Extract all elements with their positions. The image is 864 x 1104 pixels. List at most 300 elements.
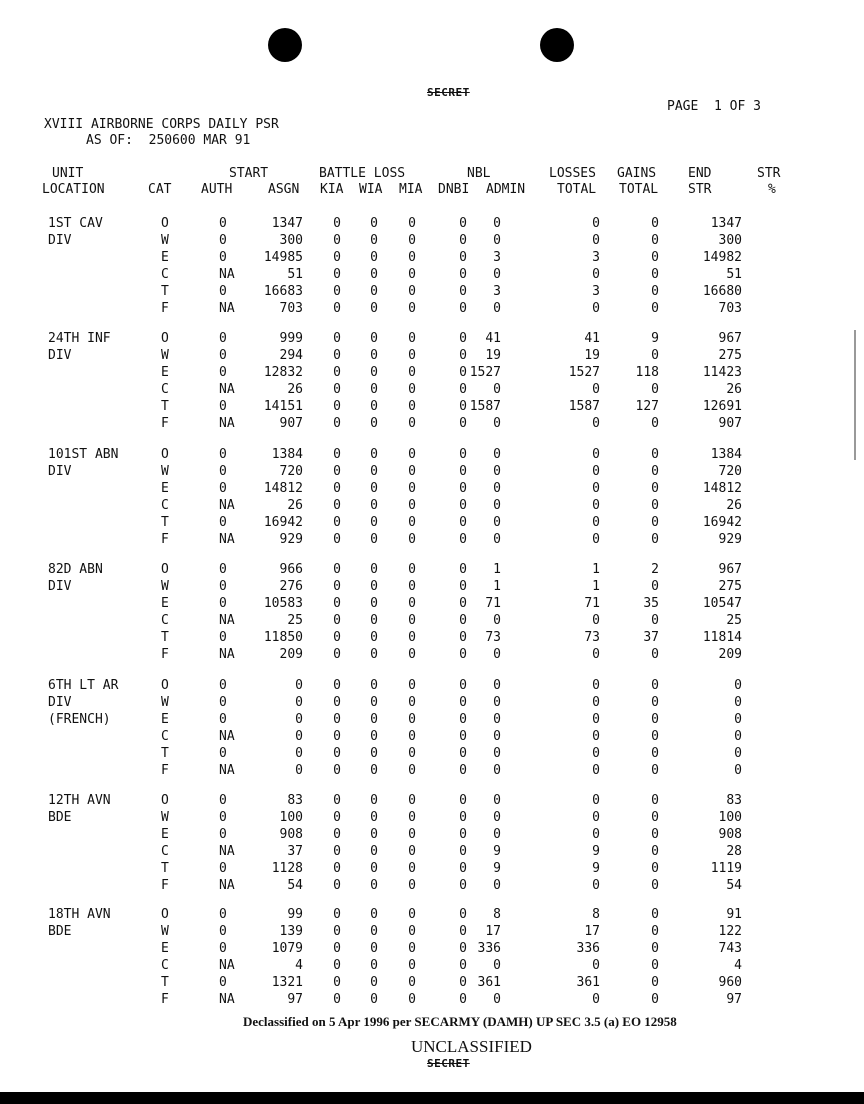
cell-admin: 361 [477,975,501,990]
cell-admin: 0 [493,267,501,282]
cell-losses-total: 0 [592,793,600,808]
cell-kia: 0 [333,975,341,990]
cell-wia: 0 [370,975,378,990]
cell-cat: T [161,284,169,299]
cell-cat: W [161,924,169,939]
cell-cat: T [161,861,169,876]
cell-admin: 0 [493,763,501,778]
cell-wia: 0 [370,562,378,577]
cell-losses-total: 0 [592,481,600,496]
cell-losses-total: 336 [576,941,600,956]
cell-dnbi: 0 [459,301,467,316]
cell-asgn: 25 [287,613,303,628]
cell-end-str: 1119 [710,861,742,876]
cell-end-str: 11423 [702,365,742,380]
cell-kia: 0 [333,695,341,710]
cell-gains-total: 0 [651,678,659,693]
cell-kia: 0 [333,267,341,282]
cell-dnbi: 0 [459,924,467,939]
cell-mia: 0 [408,810,416,825]
cell-admin: 9 [493,861,501,876]
unit-name-line: DIV [48,348,72,363]
cell-mia: 0 [408,399,416,414]
cell-end-str: 907 [718,416,742,431]
cell-cat: W [161,695,169,710]
cell-mia: 0 [408,365,416,380]
cell-admin: 0 [493,992,501,1007]
cell-losses-total: 19 [584,348,600,363]
cell-end-str: 14982 [702,250,742,265]
header-losses: LOSSES [549,166,596,181]
cell-gains-total: 0 [651,941,659,956]
cell-dnbi: 0 [459,992,467,1007]
cell-wia: 0 [370,810,378,825]
cell-dnbi: 0 [459,729,467,744]
cell-losses-total: 0 [592,382,600,397]
cell-cat: F [161,992,169,1007]
cell-dnbi: 0 [459,416,467,431]
cell-dnbi: 0 [459,267,467,282]
cell-mia: 0 [408,861,416,876]
cell-cat: O [161,793,169,808]
cell-auth: NA [219,878,235,893]
cell-mia: 0 [408,216,416,231]
cell-dnbi: 0 [459,515,467,530]
cell-kia: 0 [333,763,341,778]
cell-wia: 0 [370,532,378,547]
cell-gains-total: 0 [651,532,659,547]
header-wia: WIA [359,182,383,197]
cell-losses-total: 1587 [568,399,600,414]
cell-auth: NA [219,382,235,397]
cell-dnbi: 0 [459,695,467,710]
cell-gains-total: 0 [651,464,659,479]
cell-end-str: 12691 [702,399,742,414]
cell-wia: 0 [370,579,378,594]
cell-gains-total: 0 [651,382,659,397]
header-admin: ADMIN [486,182,526,197]
cell-kia: 0 [333,233,341,248]
cell-losses-total: 0 [592,827,600,842]
cell-dnbi: 0 [459,331,467,346]
cell-admin: 0 [493,678,501,693]
cell-kia: 0 [333,382,341,397]
cell-asgn: 26 [287,382,303,397]
cell-losses-total: 0 [592,992,600,1007]
cell-auth: 0 [219,515,227,530]
cell-mia: 0 [408,382,416,397]
cell-wia: 0 [370,596,378,611]
cell-dnbi: 0 [459,763,467,778]
unit-name-line: DIV [48,464,72,479]
cell-auth: NA [219,844,235,859]
cell-end-str: 275 [718,579,742,594]
cell-dnbi: 0 [459,382,467,397]
cell-gains-total: 0 [651,827,659,842]
cell-mia: 0 [408,250,416,265]
cell-cat: E [161,481,169,496]
cell-asgn: 37 [287,844,303,859]
classification-bottom: UNCLASSIFIED [411,1037,532,1056]
cell-wia: 0 [370,216,378,231]
cell-mia: 0 [408,331,416,346]
cell-auth: 0 [219,562,227,577]
cell-asgn: 294 [279,348,303,363]
cell-auth: 0 [219,481,227,496]
unit-name-line: DIV [48,695,72,710]
cell-cat: F [161,532,169,547]
cell-dnbi: 0 [459,678,467,693]
unit-name-line: 24TH INF [48,331,111,346]
cell-admin: 0 [493,958,501,973]
cell-losses-total: 0 [592,746,600,761]
cell-dnbi: 0 [459,498,467,513]
cell-losses-total: 3 [592,250,600,265]
cell-kia: 0 [333,844,341,859]
cell-mia: 0 [408,729,416,744]
cell-end-str: 14812 [702,481,742,496]
cell-asgn: 139 [279,924,303,939]
cell-auth: 0 [219,975,227,990]
cell-kia: 0 [333,399,341,414]
cell-admin: 0 [493,695,501,710]
declassification-note: Declassified on 5 Apr 1996 per SECARMY (DAMH) UP SEC 3.5 (a) EO 12958 [243,1014,677,1029]
cell-auth: 0 [219,579,227,594]
cell-kia: 0 [333,992,341,1007]
cell-admin: 0 [493,382,501,397]
cell-cat: F [161,647,169,662]
cell-cat: C [161,844,169,859]
cell-admin: 0 [493,746,501,761]
cell-mia: 0 [408,630,416,645]
cell-wia: 0 [370,399,378,414]
cell-auth: NA [219,763,235,778]
cell-asgn: 0 [295,729,303,744]
cell-end-str: 275 [718,348,742,363]
header-auth: AUTH [201,182,233,197]
cell-end-str: 209 [718,647,742,662]
cell-auth: NA [219,498,235,513]
cell-losses-total: 0 [592,498,600,513]
cell-cat: T [161,746,169,761]
cell-asgn: 100 [279,810,303,825]
cell-admin: 0 [493,613,501,628]
cell-kia: 0 [333,481,341,496]
cell-kia: 0 [333,250,341,265]
cell-gains-total: 0 [651,250,659,265]
cell-end-str: 0 [734,712,742,727]
cell-mia: 0 [408,267,416,282]
cell-auth: 0 [219,827,227,842]
unit-name-line: 6TH LT AR [48,678,119,693]
report-title: XVIII AIRBORNE CORPS DAILY PSR [44,117,279,132]
cell-losses-total: 0 [592,695,600,710]
cell-gains-total: 0 [651,746,659,761]
cell-kia: 0 [333,712,341,727]
cell-auth: NA [219,301,235,316]
cell-losses-total: 9 [592,844,600,859]
cell-wia: 0 [370,924,378,939]
cell-asgn: 14151 [263,399,303,414]
cell-losses-total: 71 [584,596,600,611]
header-losses-total: TOTAL [557,182,597,197]
cell-cat: F [161,301,169,316]
cell-cat: O [161,331,169,346]
cell-auth: 0 [219,712,227,727]
cell-wia: 0 [370,481,378,496]
cell-wia: 0 [370,348,378,363]
cell-end-str: 720 [718,464,742,479]
cell-admin: 71 [485,596,501,611]
cell-losses-total: 361 [576,975,600,990]
cell-kia: 0 [333,924,341,939]
cell-losses-total: 0 [592,216,600,231]
cell-admin: 8 [493,907,501,922]
cell-cat: E [161,827,169,842]
header-unit: UNIT [52,166,84,181]
cell-end-str: 0 [734,729,742,744]
cell-wia: 0 [370,695,378,710]
cell-admin: 0 [493,416,501,431]
cell-end-str: 91 [726,907,742,922]
cell-mia: 0 [408,532,416,547]
cell-auth: 0 [219,924,227,939]
cell-gains-total: 0 [651,907,659,922]
cell-mia: 0 [408,878,416,893]
cell-gains-total: 0 [651,861,659,876]
cell-losses-total: 0 [592,301,600,316]
cell-cat: W [161,464,169,479]
cell-gains-total: 0 [651,924,659,939]
cell-end-str: 0 [734,695,742,710]
unit-name-line: DIV [48,579,72,594]
cell-cat: E [161,365,169,380]
cell-end-str: 83 [726,793,742,808]
unit-name-line: DIV [48,233,72,248]
cell-gains-total: 0 [651,958,659,973]
cell-losses-total: 41 [584,331,600,346]
cell-kia: 0 [333,941,341,956]
cell-wia: 0 [370,907,378,922]
cell-losses-total: 8 [592,907,600,922]
cell-admin: 0 [493,810,501,825]
cell-gains-total: 0 [651,810,659,825]
cell-asgn: 26 [287,498,303,513]
cell-cat: F [161,878,169,893]
cell-wia: 0 [370,301,378,316]
cell-wia: 0 [370,746,378,761]
cell-wia: 0 [370,284,378,299]
cell-losses-total: 73 [584,630,600,645]
cell-wia: 0 [370,250,378,265]
cell-asgn: 0 [295,712,303,727]
cell-wia: 0 [370,793,378,808]
cell-dnbi: 0 [459,647,467,662]
cell-wia: 0 [370,447,378,462]
header-nbl: NBL [467,166,491,181]
cell-mia: 0 [408,907,416,922]
header-dnbi: DNBI [438,182,470,197]
cell-wia: 0 [370,267,378,282]
cell-admin: 9 [493,844,501,859]
cell-dnbi: 0 [459,793,467,808]
cell-asgn: 0 [295,678,303,693]
cell-dnbi: 0 [459,532,467,547]
cell-mia: 0 [408,695,416,710]
cell-auth: 0 [219,810,227,825]
cell-cat: O [161,678,169,693]
header-end-str: STR [688,182,712,197]
cell-asgn: 16942 [263,515,303,530]
cell-cat: W [161,233,169,248]
cell-cat: E [161,941,169,956]
cell-wia: 0 [370,647,378,662]
cell-admin: 3 [493,250,501,265]
cell-admin: 17 [485,924,501,939]
cell-admin: 0 [493,301,501,316]
header-start: START [229,166,269,181]
cell-admin: 0 [493,464,501,479]
cell-auth: NA [219,267,235,282]
cell-admin: 1587 [469,399,501,414]
cell-mia: 0 [408,498,416,513]
cell-cat: T [161,975,169,990]
cell-wia: 0 [370,763,378,778]
cell-kia: 0 [333,416,341,431]
unit-name-line: (FRENCH) [48,712,111,727]
cell-end-str: 1384 [710,447,742,462]
cell-asgn: 907 [279,416,303,431]
cell-gains-total: 0 [651,301,659,316]
cell-cat: T [161,515,169,530]
cell-losses-total: 0 [592,447,600,462]
unit-name-line: 18TH AVN [48,907,111,922]
cell-kia: 0 [333,647,341,662]
cell-cat: C [161,382,169,397]
cell-kia: 0 [333,301,341,316]
cell-dnbi: 0 [459,613,467,628]
cell-mia: 0 [408,284,416,299]
cell-wia: 0 [370,878,378,893]
cell-asgn: 16683 [263,284,303,299]
cell-cat: T [161,399,169,414]
cell-losses-total: 0 [592,763,600,778]
header-location: LOCATION [42,182,105,197]
cell-dnbi: 0 [459,464,467,479]
cell-losses-total: 0 [592,532,600,547]
cell-mia: 0 [408,481,416,496]
cell-gains-total: 0 [651,267,659,282]
cell-mia: 0 [408,233,416,248]
cell-mia: 0 [408,924,416,939]
cell-asgn: 908 [279,827,303,842]
cell-auth: 0 [219,678,227,693]
cell-asgn: 300 [279,233,303,248]
cell-end-str: 54 [726,878,742,893]
cell-end-str: 703 [718,301,742,316]
header-mia: MIA [399,182,423,197]
cell-cat: O [161,907,169,922]
cell-gains-total: 0 [651,647,659,662]
scan-edge [854,330,856,460]
cell-mia: 0 [408,301,416,316]
cell-wia: 0 [370,630,378,645]
cell-gains-total: 0 [651,695,659,710]
cell-asgn: 966 [279,562,303,577]
cell-cat: F [161,763,169,778]
cell-asgn: 1079 [271,941,303,956]
header-battle-loss: BATTLE LOSS [319,166,406,181]
cell-asgn: 54 [287,878,303,893]
cell-asgn: 99 [287,907,303,922]
header-kia: KIA [320,182,344,197]
cell-asgn: 14812 [263,481,303,496]
cell-kia: 0 [333,284,341,299]
cell-losses-total: 17 [584,924,600,939]
cell-kia: 0 [333,216,341,231]
cell-end-str: 743 [718,941,742,956]
cell-kia: 0 [333,793,341,808]
cell-losses-total: 0 [592,464,600,479]
classification-top: SECRET [427,86,470,99]
cell-admin: 1 [493,579,501,594]
cell-end-str: 967 [718,331,742,346]
cell-mia: 0 [408,958,416,973]
cell-auth: 0 [219,861,227,876]
cell-wia: 0 [370,233,378,248]
cell-admin: 0 [493,233,501,248]
cell-losses-total: 0 [592,515,600,530]
cell-admin: 73 [485,630,501,645]
cell-asgn: 0 [295,746,303,761]
cell-kia: 0 [333,532,341,547]
cell-dnbi: 0 [459,348,467,363]
cell-end-str: 0 [734,678,742,693]
cell-wia: 0 [370,827,378,842]
cell-end-str: 97 [726,992,742,1007]
cell-gains-total: 2 [651,562,659,577]
cell-auth: 0 [219,331,227,346]
cell-end-str: 0 [734,763,742,778]
as-of-date: AS OF: 250600 MAR 91 [86,133,251,148]
cell-end-str: 100 [718,810,742,825]
cell-admin: 0 [493,498,501,513]
header-str-pct: % [768,182,776,197]
cell-losses-total: 0 [592,729,600,744]
cell-kia: 0 [333,958,341,973]
cell-dnbi: 0 [459,579,467,594]
cell-asgn: 0 [295,695,303,710]
unit-name-line: BDE [48,810,72,825]
cell-end-str: 16680 [702,284,742,299]
cell-dnbi: 0 [459,810,467,825]
cell-admin: 0 [493,793,501,808]
cell-asgn: 1128 [271,861,303,876]
cell-losses-total: 9 [592,861,600,876]
cell-losses-total: 0 [592,267,600,282]
cell-auth: 0 [219,630,227,645]
cell-dnbi: 0 [459,399,467,414]
cell-end-str: 10547 [702,596,742,611]
cell-admin: 19 [485,348,501,363]
cell-gains-total: 0 [651,878,659,893]
cell-gains-total: 0 [651,447,659,462]
cell-kia: 0 [333,515,341,530]
cell-losses-total: 0 [592,810,600,825]
cell-admin: 1527 [469,365,501,380]
cell-losses-total: 0 [592,878,600,893]
cell-cat: C [161,267,169,282]
